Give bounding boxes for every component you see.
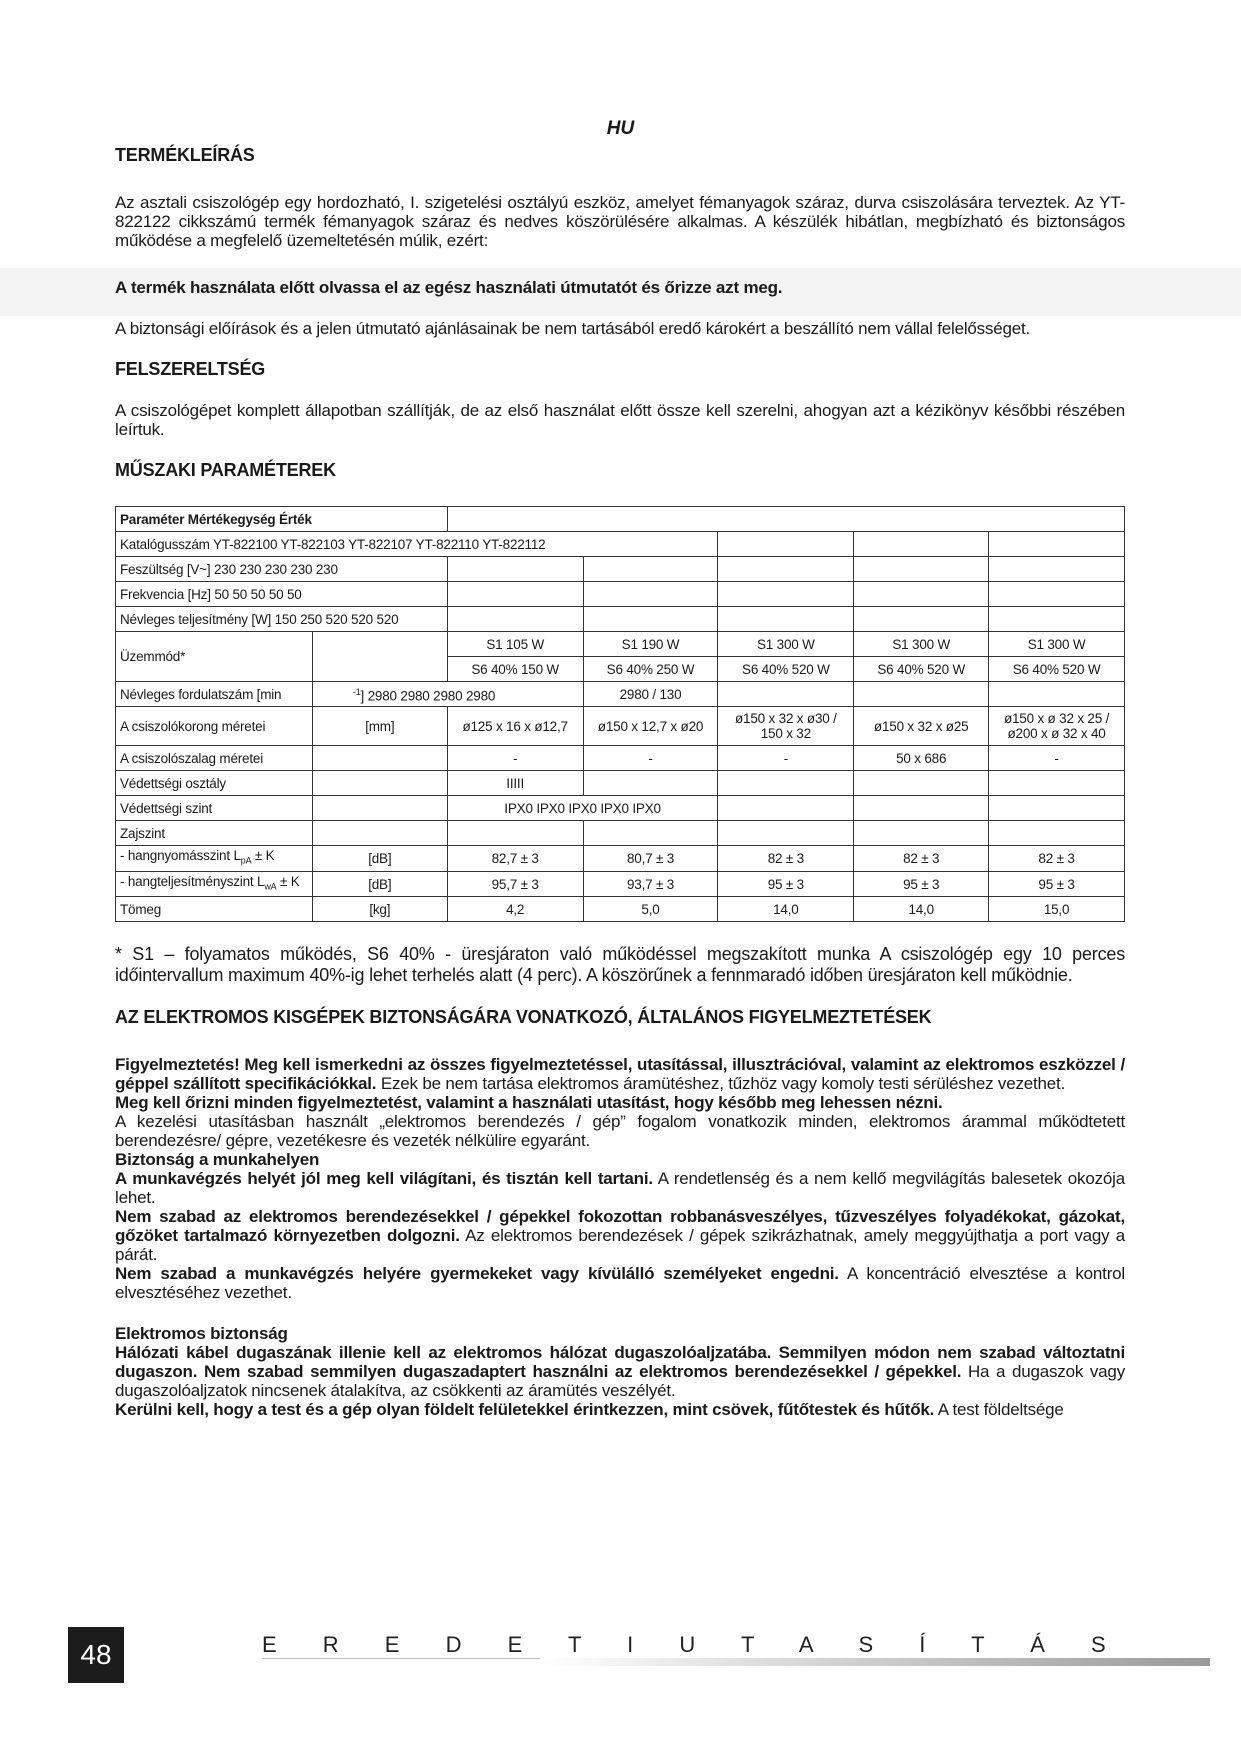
table-cell	[989, 557, 1125, 582]
table-row	[116, 682, 1125, 707]
table-row	[116, 532, 1125, 557]
table-cell	[854, 796, 989, 821]
rule-text: Az elektromos berendezések / gépek szikrázhatnak, amely meggyújthatja a port vagy a párát.	[115, 1226, 1125, 1265]
language-code: HU	[606, 118, 635, 139]
label-suffix: ± K	[251, 848, 275, 863]
table-cell	[718, 796, 854, 821]
table-cell	[312, 771, 447, 796]
workplace-rule-1	[115, 1169, 1125, 1207]
table-cell: IIIII	[447, 771, 583, 796]
table-cell: ø125 x 16 x ø12,7	[447, 707, 583, 746]
table-cell	[989, 771, 1125, 796]
rule-bold: Nem szabad a munkavégzés helyére gyermekeket vagy kívülálló személyeket engedni.	[115, 1264, 839, 1284]
table-cell: S1 105 W	[447, 632, 583, 657]
table-cell	[989, 532, 1125, 557]
table-cell: 82 ± 3	[718, 846, 854, 872]
table-cell: -	[989, 746, 1125, 771]
table-cell: [mm]	[312, 707, 447, 746]
section-title-muszaki: MŰSZAKI PARAMÉTEREK	[115, 460, 336, 480]
keep-instructions	[115, 1093, 1125, 1112]
table-cell: S1 300 W	[718, 632, 854, 657]
table-cell: -	[447, 746, 583, 771]
table-row	[116, 707, 1125, 746]
rule-bold: Hálózati kábel dugaszának illenie kell az elektromos hálózat dugaszolóaljzatába. Semmilyen módon nem szabad változtatni dugaszon. Nem szabad semmilyen dugaszadaptert használni az elektromos berendezésekkel / gépekkel.	[115, 1343, 1125, 1382]
table-cell: -	[583, 746, 718, 771]
table-cell: Frekvencia [Hz] 50 50 50 50 50	[116, 582, 448, 607]
table-cell: Védettségi osztály	[116, 771, 313, 796]
section-title-safety: AZ ELEKTROMOS KISGÉPEK BIZTONSÁGÁRA VONATKOZÓ, ÁLTALÁNOS FIGYELMEZTETÉSEK	[115, 1007, 932, 1028]
table-cell: Tömeg	[116, 897, 313, 922]
electric-title: Elektromos biztonság	[115, 1324, 288, 1344]
table-row	[116, 557, 1125, 582]
table-row	[116, 821, 1125, 846]
electric-rule-1	[115, 1343, 1125, 1400]
table-row	[116, 582, 1125, 607]
footer-divider	[262, 1658, 562, 1659]
table-cell	[583, 821, 718, 846]
table-cell: Katalógusszám YT-822100 YT-822103 YT-822107 YT-822110 YT-822112	[116, 532, 718, 557]
table-cell: [kg]	[312, 897, 447, 922]
table-cell	[854, 682, 989, 707]
table-cell: S6 40% 150 W	[447, 657, 583, 682]
table-cell: 80,7 ± 3	[583, 846, 718, 872]
section-title-felszereltseg: FELSZERELTSÉG	[115, 359, 266, 379]
spec-table	[115, 506, 1125, 922]
term-definition: A kezelési utasításban használt „elektromos berendezés / gép” fogalom vonatkozik minden, elektromos árammal működtetett berendezésre/ gépre, vezetékesre és vezeték nélkülire egyaránt.	[115, 1112, 1125, 1151]
footer-gradient-bar	[540, 1658, 1210, 1666]
table-cell: -	[718, 746, 854, 771]
table-cell	[854, 771, 989, 796]
warning-bold: Figyelmeztetés! Meg kell ismerkedni az összes figyelmeztetéssel, utasítással, illusztrációval, valamint az elektromos eszközzel / géppel szállított specifikációkkal.	[115, 1055, 1125, 1094]
rule-text: A test földeltsége	[934, 1400, 1064, 1420]
table-cell	[447, 507, 1124, 532]
table-cell: 95 ± 3	[718, 871, 854, 897]
table-cell	[989, 582, 1125, 607]
table-cell: 95 ± 3	[989, 871, 1125, 897]
table-cell	[312, 796, 447, 821]
table-row	[116, 771, 1125, 796]
table-cell	[312, 821, 447, 846]
content	[115, 146, 1125, 1419]
table-cell	[854, 582, 989, 607]
table-cell: ø150 x 12,7 x ø20	[583, 707, 718, 746]
table-cell	[583, 607, 718, 632]
table-cell: S6 40% 250 W	[583, 657, 718, 682]
warning-paragraph	[115, 1055, 1125, 1093]
electric-rule-2	[115, 1400, 1125, 1419]
table-cell: 14,0	[854, 897, 989, 922]
table-cell	[116, 846, 313, 872]
table-cell	[718, 532, 854, 557]
table-cell: [dB]	[312, 846, 447, 872]
liability-paragraph: A biztonsági előírások és a jelen útmutató ajánlásainak be nem tartásából eredő károkért a beszállító nem vállal felelősséget.	[115, 319, 1031, 338]
table-cell: 14,0	[718, 897, 854, 922]
table-row	[116, 846, 1125, 872]
table-cell: ø150 x 32 x ø30 / 150 x 32	[718, 707, 854, 746]
table-cell	[583, 771, 718, 796]
table-cell: Zajszint	[116, 821, 313, 846]
table-cell	[447, 607, 583, 632]
table-cell: A csiszolószalag méretei	[116, 746, 313, 771]
table-cell	[854, 557, 989, 582]
rule-bold: Nem szabad az elektromos berendezésekkel / gépekkel fokozottan robbanásveszélyes, tűzveszélyes folyadékokat, gázokat, gőzöket tartalmazó környezetben dolgozni.	[115, 1207, 1125, 1246]
section-title-termekleiras: TERMÉKLEÍRÁS	[115, 145, 255, 165]
table-cell	[989, 796, 1125, 821]
table-cell	[447, 582, 583, 607]
table-cell	[312, 746, 447, 771]
table-cell: 82 ± 3	[854, 846, 989, 872]
table-cell	[116, 871, 313, 897]
table-cell: S6 40% 520 W	[989, 657, 1125, 682]
table-cell	[718, 682, 854, 707]
table-cell: 95 ± 3	[854, 871, 989, 897]
table-cell	[854, 532, 989, 557]
table-cell: 82 ± 3	[989, 846, 1125, 872]
table-cell: [dB]	[312, 871, 447, 897]
rule-bold: A munkavégzés helyét jól meg kell világítani, és tisztán kell tartani.	[115, 1169, 653, 1189]
table-cell: 50 x 686	[854, 746, 989, 771]
table-cell: 2980 / 130	[583, 682, 718, 707]
table-row	[116, 746, 1125, 771]
table-row	[116, 897, 1125, 922]
read-manual-note: A termék használata előtt olvassa el az egész használati útmutatót és őrizze azt meg.	[115, 278, 783, 297]
table-cell: S1 300 W	[989, 632, 1125, 657]
table-cell	[854, 607, 989, 632]
table-row	[116, 607, 1125, 632]
intro-paragraph: Az asztali csiszológép egy hordozható, I. szigetelési osztályú eszköz, amelyet fémanyagok száraz, durva csiszolására terveztek. Az YT-822122 cikkszámú termék fémanyagok száraz és nedves köszörülésére alkalmas. A készülék hibátlan, megbízható és biztonságos működése a megfelelő üzemeltetésén múlik, ezért:	[115, 193, 1125, 250]
table-cell: S6 40% 520 W	[718, 657, 854, 682]
label-subscript: wA	[264, 881, 277, 892]
table-cell	[312, 682, 583, 707]
table-cell: A csiszolókorong méretei	[116, 707, 313, 746]
table-cell: Paraméter Mértékegység Érték	[116, 507, 448, 532]
keep-bold: Meg kell őrizni minden figyelmeztetést, valamint a használati utasítást, hogy később meg lehessen nézni.	[115, 1093, 943, 1113]
table-row	[116, 632, 1125, 657]
table-cell	[447, 557, 583, 582]
table-cell	[989, 607, 1125, 632]
table-cell: Üzemmód*	[116, 632, 313, 682]
table-cell: 82,7 ± 3	[447, 846, 583, 872]
table-cell: Védettségi szint	[116, 796, 313, 821]
label-suffix: ± K	[276, 873, 300, 889]
warning-text: Ezek be nem tartása elektromos áramütéshez, tűzhöz vagy komoly testi sérüléshez vezethet.	[376, 1074, 1066, 1094]
unit-exponent: -1	[352, 686, 361, 697]
table-cell: 95,7 ± 3	[447, 871, 583, 897]
table-cell: IPX0 IPX0 IPX0 IPX0 IPX0	[447, 796, 718, 821]
rule-text: A koncentráció elvesztése a kontrol elvesztéséhez vezethet.	[115, 1264, 1125, 1303]
table-cell: 4,2	[447, 897, 583, 922]
table-row	[116, 796, 1125, 821]
rule-text: Ha a dugaszok vagy dugaszolóaljzatok nincsenek átalakítva, az csökkenti az áramütés veszélyét.	[115, 1362, 1125, 1401]
subheading-electric	[115, 1324, 1125, 1343]
table-cell	[718, 821, 854, 846]
table-footnote: * S1 – folyamatos működés, S6 40% - üresjáraton való működéssel megszakított munka A csiszológép egy 10 perces időintervallum maximum 40%-ig lehet terhelés alatt (4 perc). A köszörűnek a fennmaradó időben üresjáraton kell működnie.	[115, 944, 1125, 986]
table-cell: Feszültség [V~] 230 230 230 230 230	[116, 557, 448, 582]
table-cell	[583, 582, 718, 607]
table-cell: 15,0	[989, 897, 1125, 922]
table-cell: S1 300 W	[854, 632, 989, 657]
table-cell	[718, 607, 854, 632]
workplace-rule-2	[115, 1207, 1125, 1264]
footer-label: E R E D E T I U T A S Í T Á S	[262, 1632, 1126, 1657]
table-cell: Névleges fordulatszám [min	[116, 682, 313, 707]
table-cell: 93,7 ± 3	[583, 871, 718, 897]
table-cell	[718, 582, 854, 607]
label-text: - hangteljesítményszint L	[120, 873, 265, 889]
rule-text: A rendetlenség és a nem kellő megvilágítás balesetek okozója lehet.	[115, 1169, 1125, 1208]
table-cell: 5,0	[583, 897, 718, 922]
table-row	[116, 871, 1125, 897]
table-cell	[447, 821, 583, 846]
workplace-title: Biztonság a munkahelyen	[115, 1150, 320, 1170]
table-cell: ø150 x ø 32 x 25 / ø200 x ø 32 x 40	[989, 707, 1125, 746]
table-cell: ø150 x 32 x ø25	[854, 707, 989, 746]
table-cell	[854, 821, 989, 846]
workplace-rule-3	[115, 1264, 1125, 1302]
table-cell: Névleges teljesítmény [W] 150 250 520 520 520	[116, 607, 448, 632]
label-subscript: pA	[240, 855, 252, 866]
page-number: 48	[68, 1627, 124, 1683]
equipment-paragraph: A csiszológépet komplett állapotban szállítják, de az első használat előtt össze kell szerelni, ahogyan azt a kézikönyv későbbi részében leírtuk.	[115, 401, 1125, 439]
table-cell	[718, 771, 854, 796]
rpm-values: ] 2980 2980 2980 2980	[360, 688, 496, 704]
table-cell	[312, 632, 447, 682]
table-cell	[583, 557, 718, 582]
rule-bold: Kerülni kell, hogy a test és a gép olyan földelt felületekkel érintkezzen, mint csövek, fűtőtestek és hűtők.	[115, 1400, 935, 1420]
table-row	[116, 507, 1125, 532]
label-text: - hangnyomásszint L	[120, 848, 241, 863]
table-cell	[989, 821, 1125, 846]
table-cell: S1 190 W	[583, 632, 718, 657]
table-cell: S6 40% 520 W	[854, 657, 989, 682]
table-cell	[718, 557, 854, 582]
table-cell	[989, 682, 1125, 707]
subheading-workplace	[115, 1150, 1125, 1169]
